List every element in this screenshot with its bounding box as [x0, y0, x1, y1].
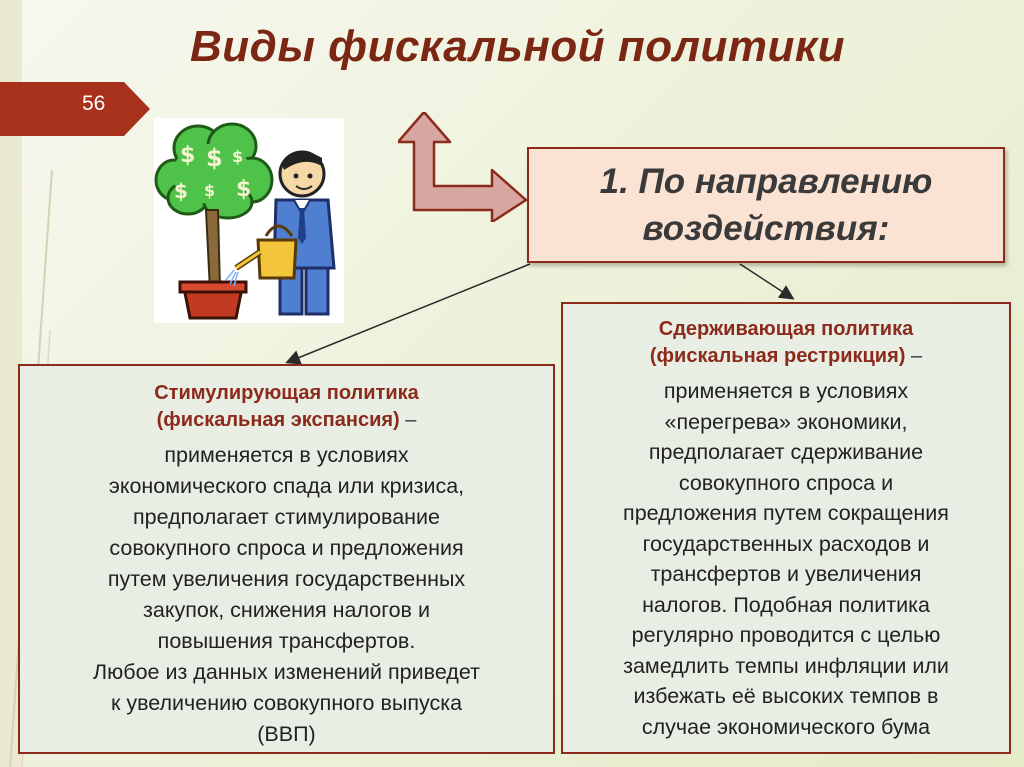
stimulating-line: закупок, снижения налогов и	[143, 598, 430, 622]
restraining-line: государственных расходов и	[642, 531, 930, 556]
svg-text:$: $	[236, 177, 252, 202]
stimulating-line: экономического спада или кризиса,	[108, 474, 465, 498]
stimulating-line: (ВВП)	[257, 722, 316, 746]
svg-text:$: $	[206, 144, 223, 172]
page-title: Виды фискальной политики	[190, 22, 846, 71]
svg-text:$: $	[174, 179, 188, 203]
direction-box	[527, 147, 1005, 263]
stimulating-line: путем увеличения государственных	[107, 567, 466, 591]
restraining-line: совокупного спроса и	[678, 470, 894, 495]
restraining-body	[563, 376, 1009, 742]
stimulating-dash: –	[399, 409, 417, 431]
stimulating-line: повышения трансфертов.	[157, 629, 416, 653]
direction-line-2: воздействия:	[642, 209, 890, 248]
restraining-line: налогов. Подобная политика	[642, 592, 930, 617]
restraining-line: предполагает сдерживание	[648, 440, 924, 464]
restraining-policy-box	[561, 302, 1011, 754]
restraining-line: замедлить темпы инфляции или	[623, 653, 949, 678]
restraining-dash: –	[905, 345, 923, 367]
direction-line-1: 1. По направлению	[599, 162, 933, 201]
restraining-line: случае экономического бума	[641, 714, 931, 739]
restraining-heading	[563, 316, 1009, 370]
stimulating-line: к увеличению совокупного выпуска	[110, 691, 463, 715]
restraining-line: применяется в условиях	[663, 379, 909, 403]
stimulating-line: применяется в условиях	[164, 443, 409, 467]
svg-text:$: $	[232, 147, 244, 166]
stimulating-line: совокупного спроса и предложения	[109, 536, 464, 560]
restraining-line: «перегрева» экономики,	[664, 409, 908, 434]
restraining-heading-line-1: Сдерживающая политика	[658, 318, 914, 340]
stimulating-heading-line-2: (фискальная экспансия)	[156, 409, 400, 431]
restraining-line: предложения путем сокращения	[623, 501, 949, 525]
stimulating-body	[20, 440, 553, 750]
restraining-line: избежать её высоких темпов в	[633, 684, 939, 708]
stimulating-policy-box	[18, 364, 555, 754]
stimulating-line: Любое из данных изменений приведет	[93, 660, 480, 684]
svg-text:$: $	[204, 181, 216, 200]
slide-number: 56	[82, 92, 106, 115]
stimulating-heading	[20, 380, 553, 434]
stimulating-line: предполагает стимулирование	[132, 505, 440, 529]
restraining-line: регулярно проводится с целью	[631, 623, 941, 647]
restraining-heading-line-2: (фискальная рестрикция)	[649, 345, 906, 367]
restraining-line: трансфертов и увеличения	[650, 562, 922, 586]
svg-text:$: $	[180, 143, 196, 168]
stimulating-heading-line-1: Стимулирующая политика	[154, 382, 419, 404]
